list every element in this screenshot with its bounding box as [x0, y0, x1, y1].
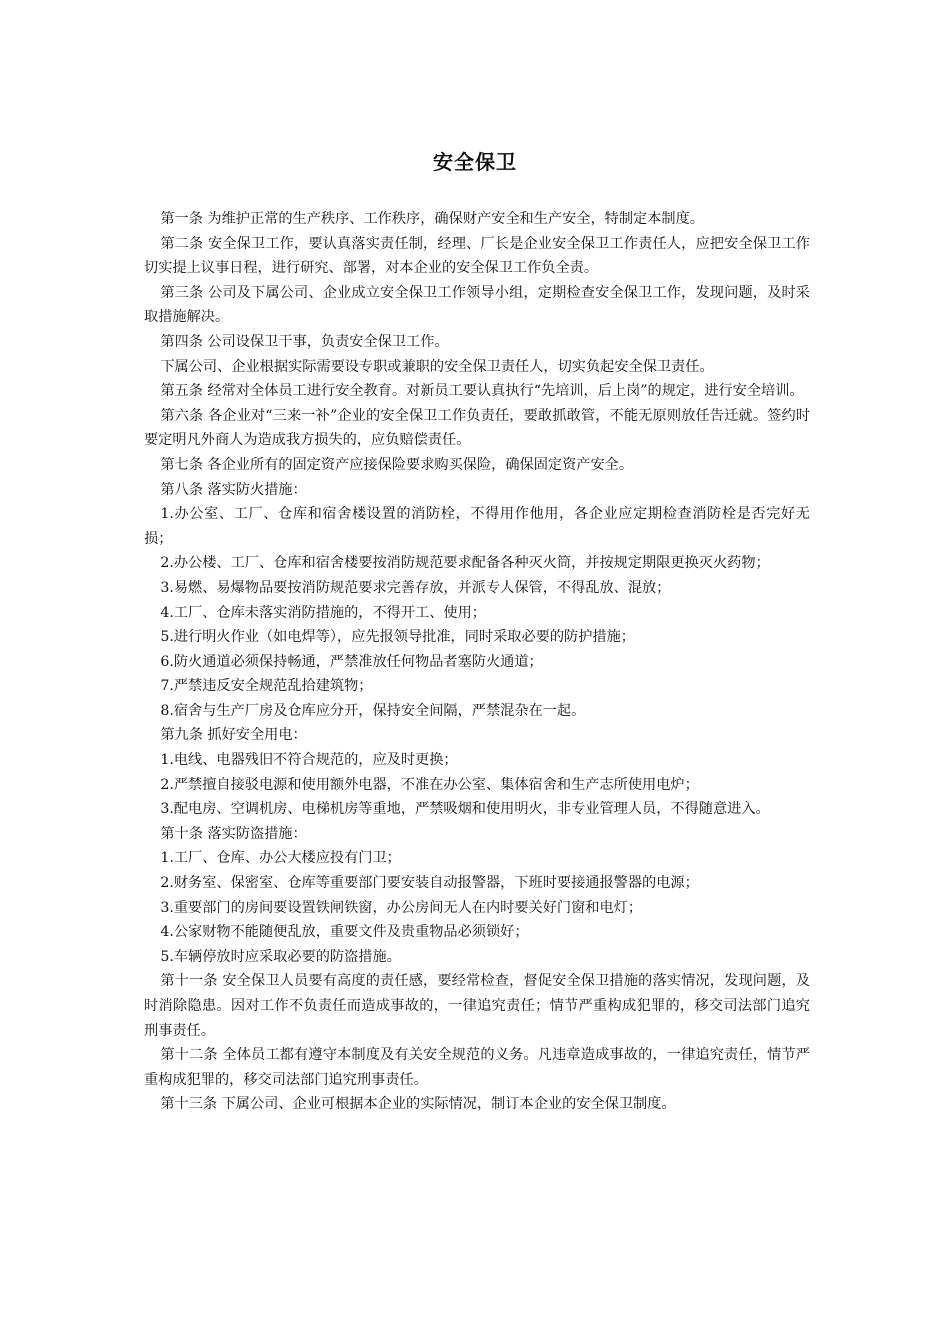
paragraph-article-4: 第四条 公司设保卫干事，负责安全保卫工作。	[160, 333, 449, 350]
list-item-theft-4: 4.公家财物不能随便乱放，重要文件及贵重物品必须锁好；	[160, 924, 529, 941]
list-item-power-1: 1.电线、电器残旧不符合规范的，应及时更换；	[160, 752, 458, 769]
list-item-fire-6: 6.防火通道必须保持畅通，严禁准放任何物品者塞防火通道；	[160, 653, 543, 670]
list-item-power-3: 3.配电房、空调机房、电梯机房等重地，严禁吸烟和使用明火，非专业管理人员，不得随意进入。	[160, 801, 770, 818]
paragraph-article-10: 第十条 落实防盗措施：	[160, 825, 307, 842]
list-item-fire-2: 2.办公楼、工厂、仓库和宿舍楼要按消防规范要求配备各种灭火筒，并按规定期限更换灭火药物；	[160, 555, 770, 572]
list-item-power-2: 2.严禁擅自接驳电源和使用额外电器，不准在办公室、集体宿舍和生产志所使用电炉；	[160, 776, 699, 793]
paragraph-article-12: 第十二条 全体员工都有遵守本制度及有关安全规范的义务。凡违章造成事故的，一律追究责任，情节严重构成犯罪的，移交司法部门追究刑事责任。	[144, 1047, 810, 1088]
list-item-theft-1: 1.工厂、仓库、办公大楼应投有门卫；	[160, 850, 401, 867]
document-title: 安全保卫	[433, 150, 517, 174]
paragraph-article-9: 第九条 抓好安全用电：	[160, 727, 307, 744]
paragraph-article-8: 第八条 落实防火措施：	[160, 481, 307, 498]
paragraph-article-2: 第二条 安全保卫工作，要认真落实责任制，经理、厂长是企业安全保卫工作责任人，应把安全保卫工作切实提上议事日程，进行研究、部署，对本企业的安全保卫工作负全责。	[144, 235, 810, 277]
paragraph-article-7: 第七条 各企业所有的固定资产应接保险要求购买保险，确保固定资产安全。	[160, 456, 634, 473]
paragraph-article-13: 第十三条 下属公司、企业可根据本企业的实际情况，制订本企业的安全保卫制度。	[160, 1096, 676, 1113]
document-body	[144, 207, 810, 1117]
list-item-fire-7: 7.严禁违反安全规范乱拾建筑物；	[160, 678, 373, 695]
paragraph-article-1: 第一条 为维护正常的生产秩序、工作秩序，确保财产安全和生产安全，特制定本制度。	[160, 211, 704, 227]
list-item-fire-5: 5.进行明火作业（如电焊等），应先报领导批准，同时采取必要的防护措施；	[160, 629, 635, 646]
list-item-theft-2: 2.财务室、保密室、仓库等重要部门要安装自动报警器，下班时要接通报警器的电源；	[160, 875, 699, 892]
list-item-fire-4: 4.工厂、仓库未落实消防措施的，不得开工、使用；	[160, 604, 486, 621]
list-item-theft-3: 3.重要部门的房间要设置铁闸铁窗，办公房间无人在内时要关好门窗和电灯；	[160, 899, 643, 916]
paragraph-article-3: 第三条 公司及下属公司、企业成立安全保卫工作领导小组，定期检查安全保卫工作，发现问题，及时采取措施解决。	[144, 284, 810, 326]
list-item-fire-1: 1.办公室、工厂、仓库和宿舍楼设置的消防栓，不得用作他用，各企业应定期检查消防栓是否完好无损；	[144, 506, 810, 547]
paragraph-article-11: 第十一条 安全保卫人员要有高度的责任感，要经常检查，督促安全保卫措施的落实情况，发现问题，及时消除隐患。因对工作不负责任而造成事故的，一律追究责任；情节严重构成犯罪的，移交司法部门追究刑事责任。	[144, 973, 810, 1039]
paragraph-article-4-sub: 下属公司、企业根据实际需要设专职或兼职的安全保卫责任人，切实负起安全保卫责任。	[160, 358, 714, 375]
list-item-fire-3: 3.易燃、易爆物品要按消防规范要求完善存放，并派专人保管，不得乱放、混放；	[160, 579, 671, 596]
list-item-theft-5: 5.车辆停放时应采取必要的防盗措施。	[160, 948, 401, 965]
list-item-fire-8: 8.宿舍与生产厂房及仓库应分开，保持安全间隔，严禁混杂在一起。	[160, 702, 586, 719]
paragraph-article-5: 第五条 经常对全体员工进行安全教育。对新员工要认真执行“先培训，后上岗”的规定，进行安全培训。	[160, 383, 804, 400]
paragraph-article-6: 第六条 各企业对“三来一补”企业的安全保卫工作负责任，要敢抓敢管，不能无原则放任告迁就。签约时要定明凡外商人为造成我方损失的，应负赔偿责任。	[144, 407, 810, 449]
